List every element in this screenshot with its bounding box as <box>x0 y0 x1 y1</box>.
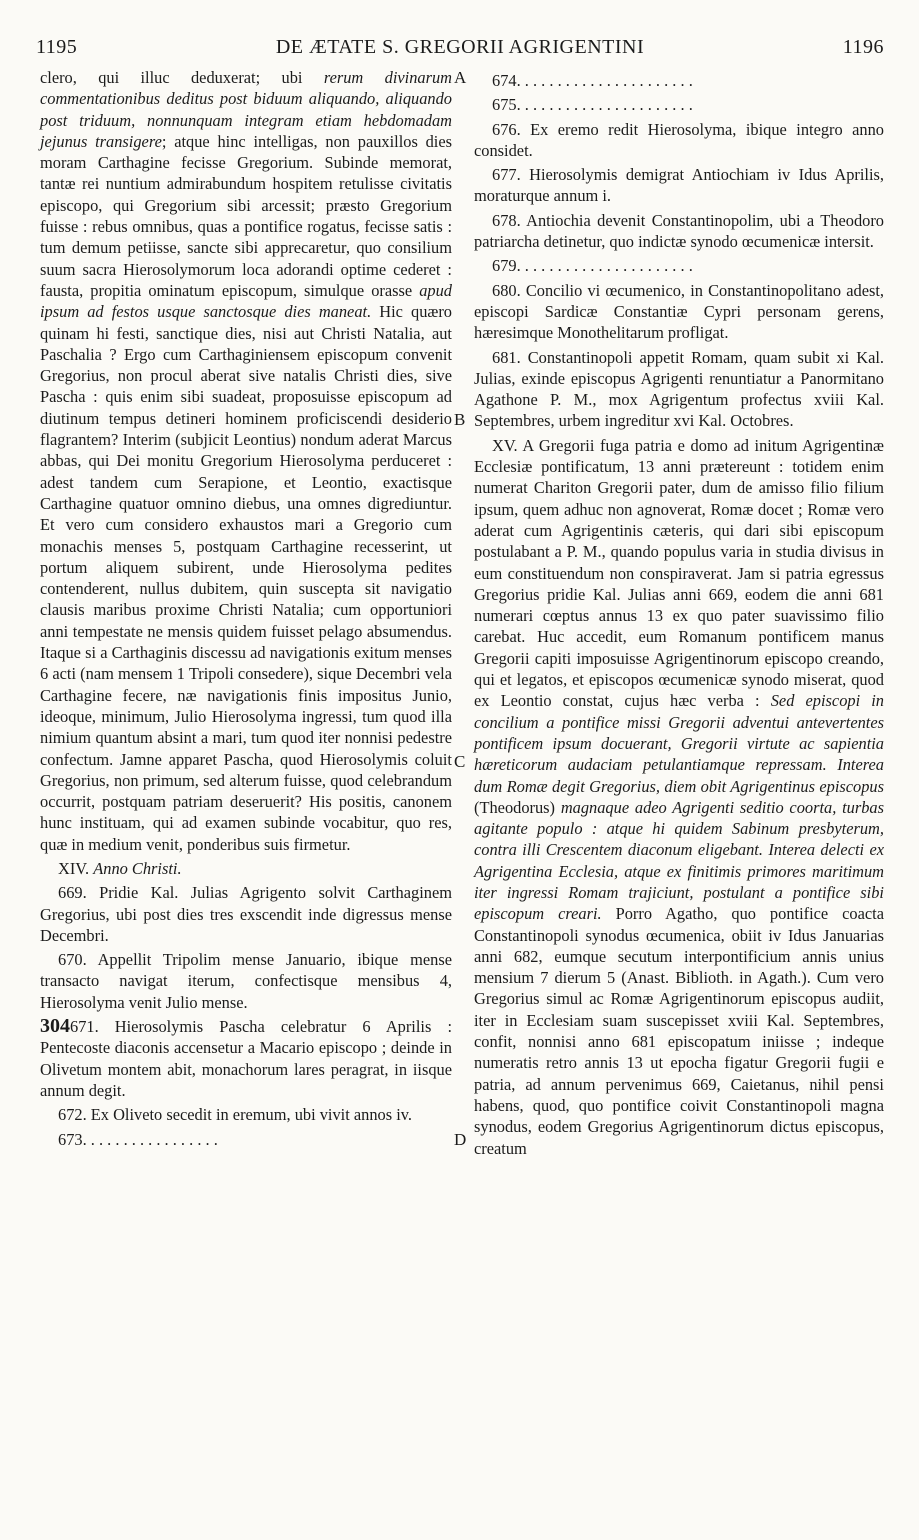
entry-672: 672. Ex Oliveto secedit in eremum, ubi vivit annos iv. <box>58 1105 413 1125</box>
page-number-left: 1195 <box>36 36 78 58</box>
entry-675: 675. . . . . . . . . . . . . . . . . . . . . . <box>492 95 693 115</box>
margin-letter-b: B <box>454 410 466 429</box>
entry-670: 670. Appellit Tripolim mense Januario, ibique mense transacto navigat iterum, confectisque mensibus 4, Hierosolyma venit Julio mense. <box>40 950 452 1012</box>
entry-671: 304671. Hierosolymis Pascha celebratur 6 Aprilis : Pentecoste diaconis accensetur a Macario episcopo ; deinde in Olivetum montem abit, monachorum lares peragrat, in iisque annum degit. <box>40 1015 452 1100</box>
paragraph-leontius: clero, qui illuc deduxerat; ubi rerum divinarum commentationibus deditus post biduum aliquando, aliquando post triduum, nonnunquam integram etiam hebdomadam jejunus transigere; atque hinc intelligas, non pauxillos dies moram Carthagine fecisse Gregorium. Subinde memorat, tantæ rei nuntium admirabundum hospitem retulisse civitatis episcopo, qui Gregorium sibi arcessit; præsto Gregorium fuisse : rebus omnibus, quas a pontifice rogatus, fecisse satis : tum demum petiisse, sancte sibi apprecaretur, quo consilium suum sacra Hierosolymorum loca adorandi optime cederet : fausta, propitia ominatum episcopum, simulque orasse apud ipsum ad festos usque sanctosque dies maneat. Hic quæro quinam hi festi, sanctique dies, nisi aut Christi Natalia, aut Paschalia ? Ergo cum Carthaginiensem episcopum convenit Gregorius, non procul aberat sive natalis Christi dies, sive Pascha : quis enim sibi suadeat, proposuisse episcopum ad diutinum tempus detineri hominem proficiscendi desiderio flagrantem? Interim (subjicit Leontius) nondum aderat Marcus abbas, qui Dei monitu Gregorium Hierosolyma perduceret : adest tandem cum Serapione, et Leontio, exactisque Carthagine quatuor omnino diebus, una omnes digrediuntur. Et vero cum considero exhaustos mari a Gregorio cum monachis menses 5, postquam Carthagine recesserint, ut portum aliquem subirent, unde Hierosolyma pedites contenderent, nullus dubitem, quin suscepta sit navigatio clausis maribus proxime Christi Natalia; cum opportuniori anni tempestate ne mensis quidem fuisset pelago absumendus. Itaque si a Carthaginis discessu ad navigationis exitum menses 6 acti (nam mensem 1 Tripoli consedere), sique Decembri vela Carthagine fecere, næ navigationis finis impositus Junio, ideoque, minimum, Julio Hierosolyma ingressi, tum quod illa nimium quantum absint a mari, tum quod iter nonnisi pedestre confectum. Jamne apparet Pascha, quod Hierosolymis coluit Gregorius, non primum, sed alterum fuisse, quod celebrandum occurrit, postquam patriam deseruerit? His positis, canonem hunc instituam, qui ad examen subinde vocabitur, quo res, quæ in medium venit, ponderibus suis firmetur. <box>40 68 453 854</box>
margin-letter-d: D <box>454 1130 467 1149</box>
paragraph-xv: XV. A Gregorii fuga patria e domo ad initum Agrigentinæ Ecclesiæ pontificatum, 13 anni prætereunt : totidem enim numerat Chariton Gregorii pater, dum de amisso filio filium ipsum, quem adhuc non agnoverat, Romæ docet ; Romæ vero aderat cum Agrigentinis cæteris, qui dari sibi episcopum postulabant a P. M., quando populus varia in studia divisus in eum constituendum non conspiraverat. Jam si patria egressus Gregorius pridie Kal. Julias anni 669, eodem die anni 681 numerari cœptus annus 13 ex quo pater suavissimo filio carebat. Huc accedit, eum Romanum pontificem manus Gregorii capiti imposuisse Agrigentinorum episcopo creando, qui et legatos, et episcopos œcumenicæ synodo miserat, quod ex Leontio constat, cujus hæc verba : Sed episcopi in concilium a pontifice missi Gregorii adventui antevertentes pontificem ipsum docuerant, Gregorii virtute ac sapientia hæreticorum audaciam petulantiamque repressam. Interea dum Romæ degit Gregorius, diem obit Agrigentinus episcopus (Theodorus) magnaque adeo Agrigenti seditio coorta, turbas agitante populo : atque hi quidem Sabinum presbyterum, contra illi Crescentem diaconum eligebant. Interea delecti ex Agrigentina Ecclesia, atque ex finitimis primores maritimum iter ingressi Romam trajiciunt, postulant a pontifice sibi episcopum creari. Porro Agatho, quo pontifice coacta Constantinopoli synodus œcumenica, obiit iv Idus Januarias anni 682, eumque secutum interpontificium annis unius mensium 7 dierum 5 (Anast. Biblioth. in Agath.). Cum vero Gregorius simul ac Romæ Agrigentinorum episcopus audiit, iter in Ecclesiam suam suscepisset xviii Kal. Septembres, confit, nonnisi anno 681 episcopatum iniisse ; indeque numeratis retro annis 13 ut epocha figatur Gregorii fugii e patria, ad annum pervenimus 669, Caietanus, nihil pensi habens, quod, quo pontifice coivit Constantinopoli magna synodus, eodem Gregorius Agrigentinorum dictus episcopus, creatum <box>474 435 885 1158</box>
margin-letter-c: C <box>454 752 466 771</box>
margin-letter-a: A <box>454 68 467 87</box>
left-column <box>40 67 452 1150</box>
entry-681: 681. Constantinopoli appetit Romam, quam subit xi Kal. Julias, exinde episcopus Agrigenti renuntiatur a Panormitano Agathone P. M., mox Agrigentum profectus xviii Kal. Septembres, urbem ingreditur xvi Kal. Octobres. <box>474 347 884 431</box>
entry-669: 669. Pridie Kal. Julias Agrigento solvit Carthaginem Gregorius, ubi post dies tres exscendit inde digressus mense Decembri. <box>40 883 452 945</box>
entry-678: 678. Antiochia devenit Constantinopolim, ubi a Theodoro patriarcha detinetur, quo indictæ synodo œcumenicæ intersit. <box>474 210 884 252</box>
section-heading-xiv: XIV. Anno Christi. <box>58 858 182 878</box>
side-number: 304 <box>40 1015 70 1038</box>
running-header <box>36 36 884 66</box>
right-column <box>474 67 884 1159</box>
entry-677: 677. Hierosolymis demigrat Antiochiam iv Idus Aprilis, moraturque annum i. <box>474 165 884 206</box>
entry-676: 676. Ex eremo redit Hierosolyma, ibique integro anno considet. <box>474 119 884 160</box>
running-title: DE ÆTATE S. GREGORII AGRIGENTINI <box>275 36 645 58</box>
page-number-right: 1196 <box>842 36 884 58</box>
entry-680: 680. Concilio vi œcumenico, in Constantinopolitano adest, episcopi Sardicæ Constantiæ Cypri personam gerens, hæresimque Monothelitarum profligat. <box>474 280 884 343</box>
entry-673: 673. . . . . . . . . . . . . . . . . <box>58 1129 218 1149</box>
entry-674: 674. . . . . . . . . . . . . . . . . . . . . . <box>492 71 693 90</box>
entry-679: 679. . . . . . . . . . . . . . . . . . . . . . <box>492 256 693 276</box>
